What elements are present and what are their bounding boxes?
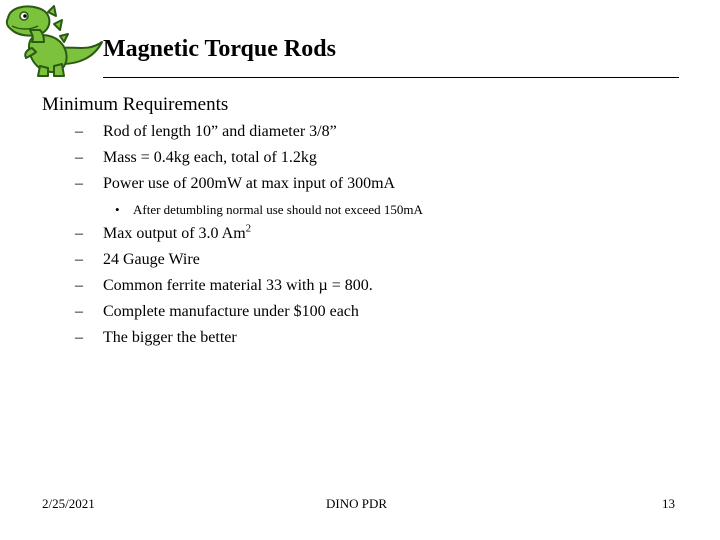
dash-marker: – xyxy=(75,329,83,346)
list-item xyxy=(75,277,373,295)
list-item xyxy=(75,123,337,141)
page-number: 13 xyxy=(662,496,675,511)
bullet-marker: • xyxy=(115,202,120,217)
list-item-text: Complete manufacture under $100 each xyxy=(103,303,359,320)
sub-list-item xyxy=(115,202,423,218)
requirements-heading: Minimum Requirements xyxy=(42,94,229,115)
list-item xyxy=(75,222,252,243)
dash-marker: – xyxy=(75,175,83,192)
title-divider xyxy=(103,77,679,78)
dash-marker: – xyxy=(75,123,83,140)
list-item-text: Common ferrite material 33 with µ = 800. xyxy=(103,277,373,294)
list-item-text: Max output of 3.0 Am xyxy=(103,225,246,242)
list-item-text: Mass = 0.4kg each, total of 1.2kg xyxy=(103,149,317,166)
sub-list-item-text: After detumbling normal use should not exceed 150mA xyxy=(133,202,423,217)
dash-marker: – xyxy=(75,225,83,242)
list-item xyxy=(75,149,317,167)
dash-marker: – xyxy=(75,303,83,320)
slide-title: Magnetic Torque Rods xyxy=(103,36,336,62)
list-item-text: 24 Gauge Wire xyxy=(103,251,200,268)
list-item xyxy=(75,251,200,269)
list-item-text: Rod of length 10” and diameter 3/8” xyxy=(103,123,337,140)
list-item xyxy=(75,329,237,347)
dash-marker: – xyxy=(75,251,83,268)
dash-marker: – xyxy=(75,149,83,166)
footer-date: 2/25/2021 xyxy=(42,496,95,511)
list-item xyxy=(75,303,359,321)
dinosaur-logo-icon xyxy=(2,2,106,78)
list-item xyxy=(75,175,395,193)
list-item-text: The bigger the better xyxy=(103,329,237,346)
dash-marker: – xyxy=(75,277,83,294)
superscript: 2 xyxy=(245,222,252,235)
list-item-text: Power use of 200mW at max input of 300mA xyxy=(103,175,396,192)
footer-center-text: DINO PDR xyxy=(326,496,388,511)
